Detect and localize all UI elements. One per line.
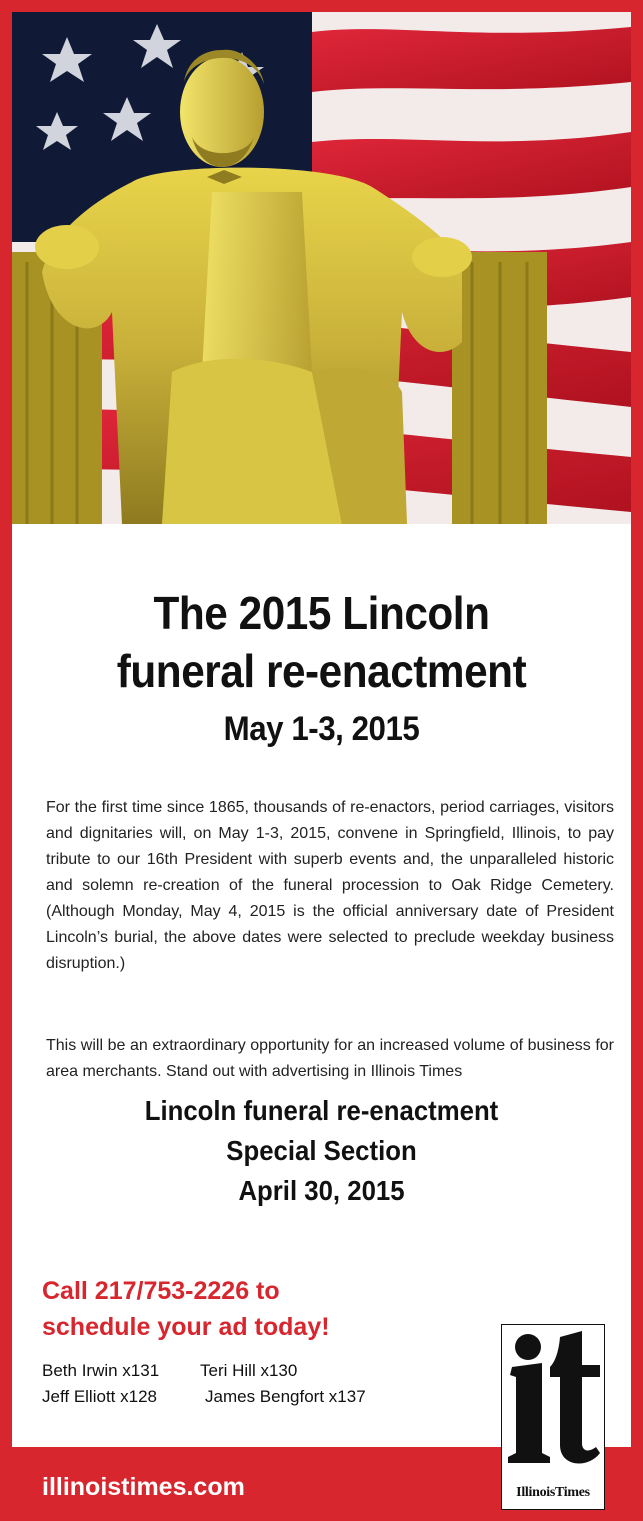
special-section-subtitle: Special Section [226,1135,417,1166]
logo-wordmark: IllinoisTimes [516,1485,590,1500]
headline-dates: May 1-3, 2015 [223,710,420,748]
contact-name: Teri Hill x130 [200,1361,298,1380]
contact-name: Beth Irwin x131 [42,1361,160,1380]
special-section-title: Lincoln funeral re-enactment [144,1095,499,1126]
illinois-times-logo [501,1324,605,1510]
call-to-action-line-2: schedule your ad today! [42,1313,330,1341]
call-to-action [42,1273,330,1345]
website-link[interactable]: illinoistimes.com [42,1473,245,1501]
lincoln-memorial-flag-illustration [12,12,631,524]
it-logo-mark-icon [502,1325,604,1475]
contact-name: James Bengfort x137 [205,1387,366,1406]
headline-line-2: funeral re-enactment [116,645,527,697]
hero-image-lincoln-statue-flag [12,12,631,524]
body-paragraph-2: This will be an extraordinary opportunity for an increased volume of business for area merchants. Stand out with advertising in Illinois Times [46,1037,614,1080]
call-to-action-line-1: Call 217/753-2226 to [42,1277,280,1305]
body-paragraph-1: For the first time since 1865, thousands of re-enactors, period carriages, visitors and dignitaries will, on May 1-3, 2015, convene in Springfield, Illinois, to pay tribute to our 16th President with superb events and, the unparalleled historic and solemn re-creation of the funeral procession to Oak Ridge Cemetery. (Although Monday, May 4, 2015 is the official anniversary date of President Lincoln’s burial, the above dates were selected to preclude weekday business disruption.) [46,799,614,972]
contact-row [42,1384,366,1410]
contact-list [42,1358,366,1410]
headline-line-1: The 2015 Lincoln [153,587,490,639]
contact-row [42,1358,366,1384]
special-section-date: April 30, 2015 [238,1175,405,1206]
contact-name: Jeff Elliott x128 [42,1387,157,1406]
